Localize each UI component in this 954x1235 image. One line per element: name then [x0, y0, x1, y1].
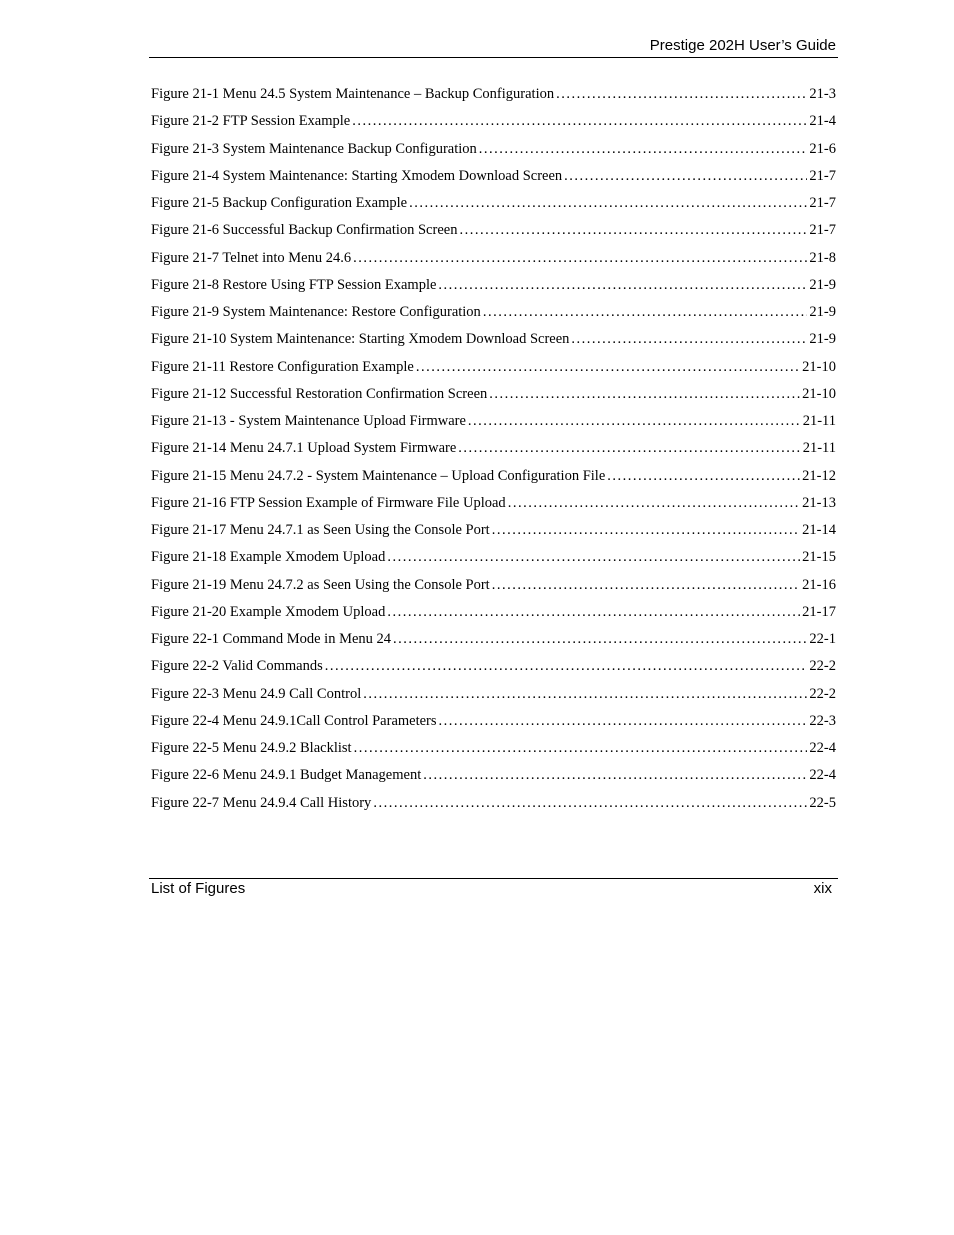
dot-leader [439, 713, 808, 730]
toc-entry-page: 21-16 [802, 576, 836, 593]
toc-entry-page: 22-3 [809, 712, 836, 729]
toc-entry-page: 21-9 [809, 304, 836, 320]
toc-entry-page: 22-5 [809, 794, 836, 811]
toc-entry-page: 21-12 [802, 467, 836, 484]
dot-leader [409, 195, 807, 212]
toc-entry-title: Figure 21-20 Example Xmodem Upload [151, 603, 386, 620]
toc-entry[interactable] [151, 304, 836, 331]
toc-entry-title: Figure 22-5 Menu 24.9.2 Blacklist [151, 740, 352, 756]
toc-entry[interactable] [151, 686, 836, 713]
toc-entry-title: Figure 21-5 Backup Configuration Example [151, 195, 408, 211]
dot-leader [387, 549, 800, 566]
toc-entry-page: 21-14 [802, 522, 836, 538]
dot-leader [489, 386, 800, 403]
toc-entry[interactable] [151, 386, 836, 413]
toc-entry-page: 21-13 [802, 494, 836, 511]
toc-entry-title: Figure 21-1 Menu 24.5 System Maintenance – Backup Configuration [151, 86, 555, 102]
toc-entry-title: Figure 21-9 System Maintenance: Restore Configuration [151, 304, 481, 320]
toc-entry-title: Figure 21-4 System Maintenance: Starting Xmodem Download Screen [151, 167, 563, 184]
toc-entry-page: 21-9 [809, 276, 836, 293]
toc-entry-page: 21-10 [802, 358, 836, 375]
footer-section-name: List of Figures [151, 880, 246, 897]
toc-entry-title: Figure 22-6 Menu 24.9.1 Budget Management [151, 767, 422, 784]
toc-entry[interactable] [151, 740, 836, 767]
dot-leader [556, 86, 807, 103]
toc-entry-title: Figure 21-13 - System Maintenance Upload Firmware [151, 413, 466, 429]
dot-leader [492, 577, 800, 594]
toc-entry[interactable] [151, 250, 836, 277]
toc-entry-title: Figure 21-8 Restore Using FTP Session Example [151, 276, 437, 293]
dot-leader [423, 767, 807, 784]
toc-entry[interactable] [151, 713, 836, 740]
toc-entry-page: 22-2 [809, 658, 836, 675]
toc-entry-title: Figure 21-2 FTP Session Example [151, 113, 351, 130]
toc-entry[interactable] [151, 522, 836, 549]
dot-leader [387, 604, 800, 621]
toc-entry-page: 22-4 [809, 767, 836, 784]
toc-entry-page: 21-11 [802, 413, 836, 429]
header-rule [149, 57, 838, 58]
toc-entry[interactable] [151, 767, 836, 794]
toc-entry-page: 22-4 [809, 740, 836, 756]
dot-leader [363, 686, 807, 703]
toc-entry-title: Figure 22-4 Menu 24.9.1Call Control Parameters [151, 712, 437, 729]
dot-leader [479, 141, 808, 158]
toc-entry-page: 21-8 [809, 249, 836, 266]
toc-entry[interactable] [151, 86, 836, 113]
toc-entry[interactable] [151, 113, 836, 140]
toc-entry-page: 22-2 [809, 685, 836, 702]
toc-entry[interactable] [151, 359, 836, 386]
dot-leader [393, 631, 807, 648]
dot-leader [459, 222, 807, 239]
toc-entry-page: 21-6 [809, 140, 836, 157]
dot-leader [458, 440, 800, 457]
toc-entry-title: Figure 21-6 Successful Backup Confirmation Screen [151, 222, 458, 239]
toc-entry[interactable] [151, 222, 836, 249]
dot-leader [468, 413, 801, 430]
toc-entry-page: 21-10 [802, 385, 836, 402]
dot-leader [571, 331, 807, 348]
toc-entry[interactable] [151, 141, 836, 168]
toc-entry-page: 21-15 [802, 549, 836, 566]
running-header-title: Prestige 202H User’s Guide [649, 37, 836, 54]
toc-entry[interactable] [151, 577, 836, 604]
toc-entry[interactable] [151, 413, 836, 440]
list-of-figures [151, 86, 836, 822]
toc-entry-page: 21-9 [809, 331, 836, 348]
toc-entry-title: Figure 21-14 Menu 24.7.1 Upload System Firmware [151, 440, 457, 457]
dot-leader [492, 522, 800, 539]
dot-leader [352, 113, 807, 130]
toc-entry[interactable] [151, 631, 836, 658]
toc-entry-page: 21-11 [802, 440, 836, 457]
toc-entry-page: 21-7 [809, 195, 836, 211]
toc-entry[interactable] [151, 495, 836, 522]
dot-leader [564, 168, 807, 185]
dot-leader [416, 359, 800, 376]
toc-entry-title: Figure 21-10 System Maintenance: Starting Xmodem Download Screen [151, 331, 570, 348]
dot-leader [508, 495, 800, 512]
toc-entry-page: 21-7 [809, 222, 836, 239]
toc-entry-title: Figure 22-1 Command Mode in Menu 24 [151, 631, 392, 647]
toc-entry-title: Figure 21-17 Menu 24.7.1 as Seen Using the Console Port [151, 522, 490, 538]
toc-entry-page: 21-7 [809, 167, 836, 184]
toc-entry-page: 22-1 [809, 631, 836, 647]
toc-entry-title: Figure 21-7 Telnet into Menu 24.6 [151, 249, 352, 266]
toc-entry-title: Figure 21-15 Menu 24.7.2 - System Maintenance – Upload Configuration File [151, 467, 606, 484]
toc-entry-page: 21-17 [802, 603, 836, 620]
footer-rule [149, 878, 838, 879]
toc-entry[interactable] [151, 468, 836, 495]
dot-leader [373, 795, 807, 812]
toc-entry[interactable] [151, 331, 836, 358]
toc-entry-title: Figure 22-3 Menu 24.9 Call Control [151, 685, 362, 702]
toc-entry-title: Figure 22-7 Menu 24.9.4 Call History [151, 794, 372, 811]
dot-leader [325, 658, 808, 675]
toc-entry-title: Figure 21-3 System Maintenance Backup Configuration [151, 140, 477, 157]
toc-entry[interactable] [151, 195, 836, 222]
toc-entry[interactable] [151, 277, 836, 304]
toc-entry-page: 21-4 [809, 113, 836, 130]
toc-entry-page: 21-3 [809, 86, 836, 102]
toc-entry[interactable] [151, 604, 836, 631]
dot-leader [607, 468, 800, 485]
toc-entry-title: Figure 22-2 Valid Commands [151, 658, 323, 675]
toc-entry[interactable] [151, 168, 836, 195]
toc-entry-title: Figure 21-19 Menu 24.7.2 as Seen Using the Console Port [151, 576, 490, 593]
toc-entry[interactable] [151, 795, 836, 822]
dot-leader [483, 304, 808, 321]
dot-leader [354, 740, 808, 757]
dot-leader [438, 277, 807, 294]
toc-entry-title: Figure 21-18 Example Xmodem Upload [151, 549, 386, 566]
toc-entry-title: Figure 21-12 Successful Restoration Confirmation Screen [151, 385, 488, 402]
toc-entry-title: Figure 21-16 FTP Session Example of Firmware File Upload [151, 494, 506, 511]
toc-entry[interactable] [151, 440, 836, 467]
toc-entry[interactable] [151, 658, 836, 685]
toc-entry-title: Figure 21-11 Restore Configuration Example [151, 358, 414, 375]
footer-page-number: xix [813, 880, 832, 897]
toc-entry[interactable] [151, 549, 836, 576]
dot-leader [353, 250, 807, 267]
